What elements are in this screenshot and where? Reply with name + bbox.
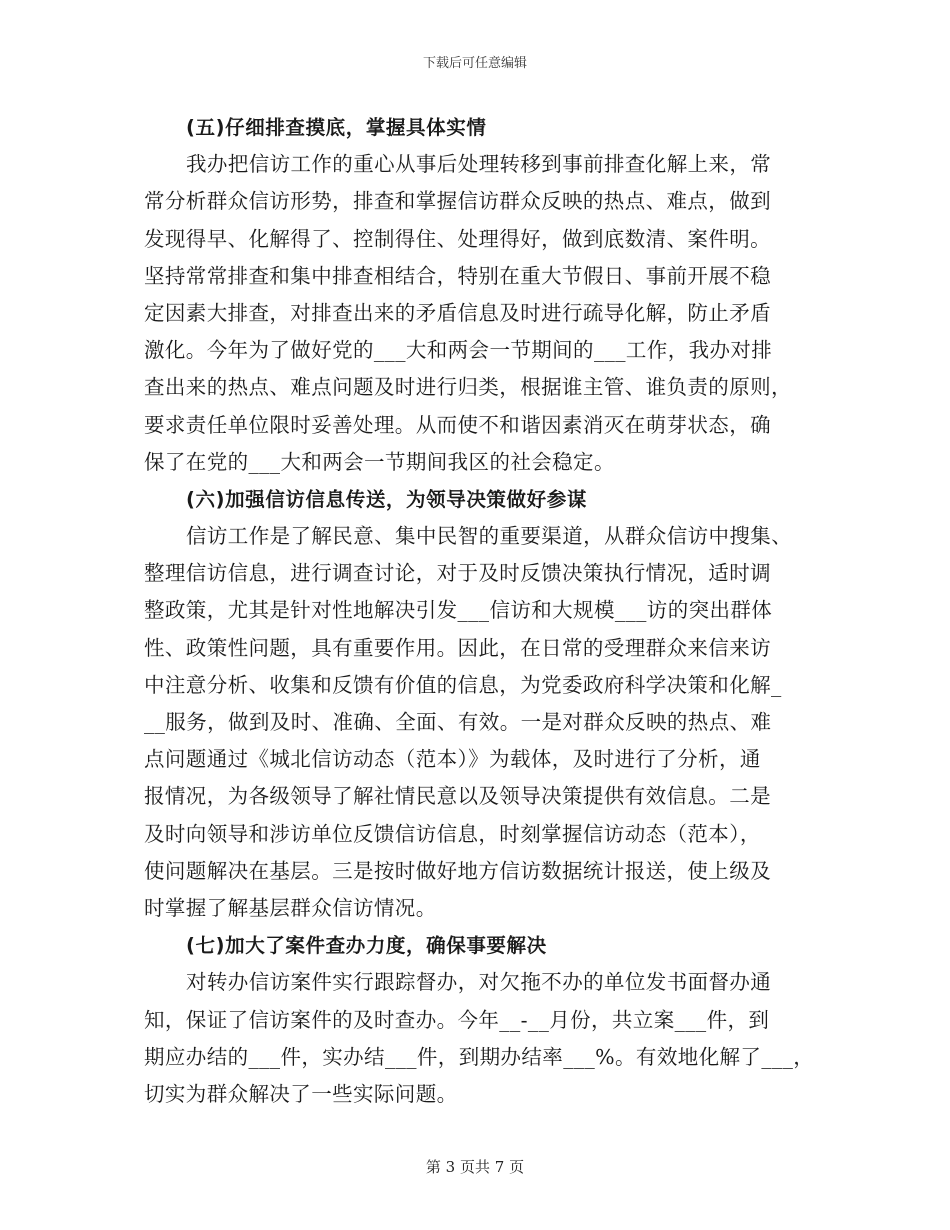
paragraph-line: 对转办信访案件实行跟踪督办，对欠拖不办的单位发书面督办通 bbox=[186, 970, 772, 995]
section-heading-5: (五)仔细排查摸底，掌握具体实情 bbox=[186, 116, 487, 139]
paragraph-line: 期应办结的___件，实办结___件，到期办结率___%。有效地化解了___， bbox=[144, 1044, 815, 1069]
section-heading-6: (六)加强信访信息传送，为领导决策做好参谋 bbox=[186, 487, 587, 511]
paragraph-line: 坚持常常排查和集中排查相结合，特别在重大节假日、事前开展不稳 bbox=[144, 263, 771, 288]
paragraph-line: 常分析群众信访形势，排查和掌握信访群众反映的热点、难点，做到 bbox=[144, 189, 771, 214]
paragraph-line: 信访工作是了解民意、集中民智的重要渠道，从群众信访中搜集、 bbox=[186, 524, 793, 549]
paragraph-line: 整政策，尤其是针对性地解决引发___信访和大规模___访的突出群体 bbox=[144, 598, 773, 623]
paragraph-line: 时掌握了解基层群众信访情况。 bbox=[144, 895, 437, 920]
paragraph-line: 报情况，为各级领导了解社情民意以及领导决策提供有效信息。二是 bbox=[144, 784, 771, 809]
paragraph-line: 点问题通过《城北信访动态（范本）》为载体，及时进行了分析，通 bbox=[144, 747, 761, 772]
paragraph-line: 查出来的热点、难点问题及时进行归类，根据谁主管、谁负责的原则， bbox=[144, 375, 792, 400]
paragraph-line: 整理信访信息，进行调查讨论，对于及时反馈决策执行情况，适时调 bbox=[144, 561, 771, 586]
paragraph-line: 切实为群众解决了一些实际问题。 bbox=[144, 1081, 458, 1106]
paragraph-line: 定因素大排查，对排查出来的矛盾信息及时进行疏导化解，防止矛盾 bbox=[144, 300, 771, 325]
page-footer: 第 3 页共 7 页 bbox=[425, 1158, 525, 1176]
paragraph-line: 激化。今年为了做好党的___大和两会一节期间的___工作，我办对排 bbox=[144, 338, 773, 363]
paragraph-line: 发现得早、化解得了、控制得住、处理得好，做到底数清、案件明。 bbox=[144, 226, 771, 251]
paragraph-line: 及时向领导和涉访单位反馈信访信息，时刻掌握信访动态（范本）， bbox=[144, 821, 761, 846]
document-body bbox=[144, 109, 815, 1113]
paragraph-line: 保了在党的___大和两会一节期间我区的社会稳定。 bbox=[144, 449, 615, 474]
paragraph-line: 知，保证了信访案件的及时查办。今年__-__月份，共立案___件，到 bbox=[144, 1007, 770, 1032]
paragraph-line: 性、政策性问题，具有重要作用。因此，在日常的受理群众来信来访 bbox=[144, 635, 771, 660]
paragraph-line: 我办把信访工作的重心从事后处理转移到事前排查化解上来，常 bbox=[186, 152, 772, 177]
page-header: 下载后可任意编辑 bbox=[422, 56, 527, 71]
paragraph-line: 中注意分析、收集和反馈有价值的信息，为党委政府科学决策和化解_ bbox=[144, 672, 782, 697]
section-heading-7: (七)加大了案件查办力度，确保事要解决 bbox=[186, 934, 547, 958]
paragraph-line: 要求责任单位限时妥善处理。从而使不和谐因素消灭在萌芽状态，确 bbox=[144, 412, 771, 437]
paragraph-line: __服务，做到及时、准确、全面、有效。一是对群众反映的热点、难 bbox=[144, 710, 772, 734]
paragraph-line: 使问题解决在基层。三是按时做好地方信访数据统计报送，使上级及 bbox=[144, 858, 771, 883]
